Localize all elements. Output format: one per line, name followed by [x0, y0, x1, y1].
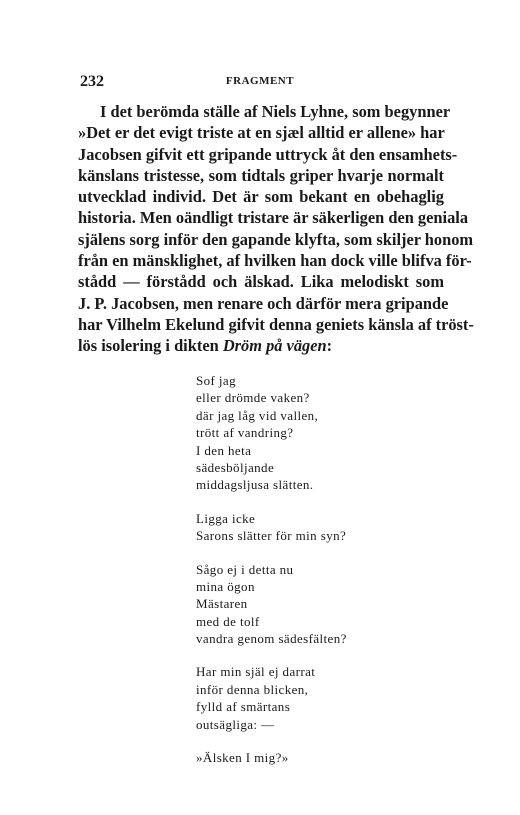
prose-line: från en mänsklighet, af hvilken han dock ville blifva för- [78, 251, 472, 271]
stanza [196, 510, 456, 545]
verse-line: eller drömde vaken? [196, 390, 310, 406]
prose-line: Jacobsen gifvit ett gripande uttryck åt den ensamhets- [78, 144, 458, 164]
prose-line: känslans tristesse, som tidtals griper hvarje normalt [78, 165, 444, 185]
verse-line: I den heta [196, 442, 252, 458]
verse-line: outsägliga: — [196, 716, 275, 732]
verse-line: sädesböljande [196, 459, 275, 475]
verse-line: med de tolf [196, 613, 260, 629]
verse-line: vandra genom sädesfälten? [196, 631, 347, 647]
page-number: 232 [80, 73, 104, 90]
verse-line: trött af vandring? [196, 425, 294, 441]
verse-line: middagsljusa slätten. [196, 477, 314, 493]
verse-line: fylld af smärtans [196, 699, 291, 715]
prose-line: »Det er det evigt triste at en sjæl alltid er allene» har [78, 123, 445, 143]
prose-paragraph [78, 101, 474, 357]
prose-line: har Vilhelm Ekelund gifvit denna geniets känsla af tröst- [78, 314, 474, 334]
stanza [196, 663, 456, 733]
prose-line: J. P. Jacobsen, men renare och därför mera gripande [78, 293, 449, 313]
verse-line: mina ögon [196, 578, 255, 594]
prose-line: historia. Men oändligt tristare är säkerligen den geniala [78, 208, 469, 228]
verse-line: Har min själ ej darrat [196, 664, 316, 680]
poem-title: Dröm på vägen [222, 336, 327, 356]
verse-line: »Älsken I mig?» [196, 750, 289, 766]
prose-line-punctuation: : [326, 336, 333, 356]
stanza [196, 749, 456, 766]
prose-line: stådd — förstådd och älskad. Lika melodiskt som [78, 272, 444, 292]
prose-line: själens sorg inför den gapande klyfta, som skiljer honom [78, 229, 474, 249]
running-head: FRAGMENT [225, 75, 295, 87]
verse-line: Sågo ej i detta nu [196, 561, 294, 577]
verse-line: där jag låg vid vallen, [196, 407, 319, 423]
prose-line: utvecklad individ. Det är som bekant en obehaglig [78, 187, 444, 207]
verse-line: Sarons slätter för min syn? [196, 528, 347, 544]
prose-line-last [78, 335, 444, 356]
verse-line: inför denna blicken, [196, 681, 309, 697]
stanza [196, 561, 456, 648]
stanza [196, 372, 456, 494]
page-header [80, 73, 440, 93]
poem [196, 372, 456, 782]
verse-line: Mästaren [196, 596, 248, 612]
verse-line: Sof jag [196, 373, 236, 388]
prose-line: I det berömda ställe af Niels Lyhne, som begynner [100, 102, 451, 121]
prose-line-text: lös isolering i dikten [78, 336, 223, 356]
verse-line: Ligga icke [196, 510, 256, 526]
